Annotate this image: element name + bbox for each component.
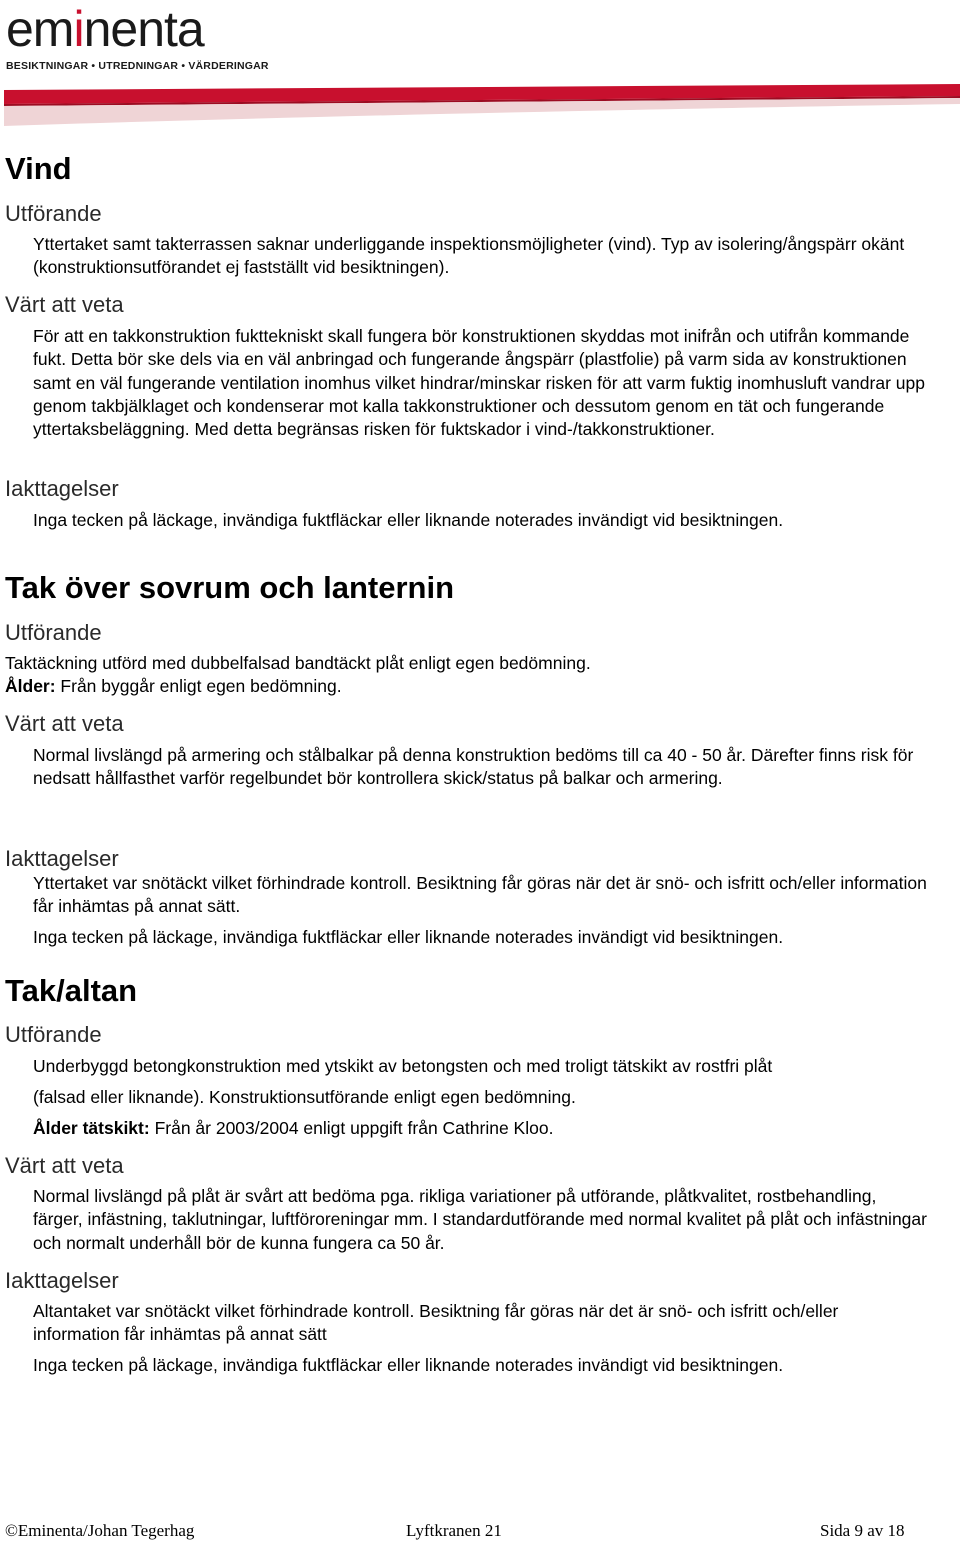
paragraph-alder (5, 675, 905, 698)
paragraph-utforande-1: Underbyggd betongkonstruktion med ytskikt av betongsten och med troligt tätskikt av rostfri plåt (33, 1056, 773, 1076)
page-footer (0, 1521, 960, 1545)
heading-vart-att-veta: Värt att veta (5, 292, 124, 317)
heading-utforande: Utförande (5, 201, 102, 226)
heading-vart-att-veta: Värt att veta (5, 711, 124, 736)
header-banner (4, 82, 960, 128)
paragraph-iakttagelser-2: Inga tecken på läckage, invändiga fuktfläckar eller liknande noterades invändigt vid besiktningen. (33, 1355, 784, 1375)
heading-iakttagelser: Iakttagelser (5, 476, 119, 501)
alder-value: Från år 2003/2004 enligt uppgift från Cathrine Kloo. (149, 1118, 554, 1138)
alder-value: Från byggår enligt egen bedömning. (55, 676, 342, 696)
logo-tagline: BESIKTNINGAR • UTREDNINGAR • VÄRDERINGAR (6, 60, 269, 72)
footer-copyright: ©Eminenta/Johan Tegerhag (5, 1521, 195, 1540)
paragraph-utforande: Yttertaket samt takterrassen saknar underliggande inspektionsmöjligheter (vind). Typ av isolering/ångspärr okänt (konstruktionsutförandet ej fastställt vid besiktningen). (33, 234, 905, 278)
alder-label: Ålder tätskikt: (33, 1118, 150, 1138)
company-logo (6, 1, 269, 72)
heading-vart-att-veta: Värt att veta (5, 1153, 124, 1178)
footer-page-number: Sida 9 av 18 (820, 1521, 905, 1540)
paragraph-utforande: Taktäckning utförd med dubbelfalsad bandtäckt plåt enligt egen bedömning. (5, 653, 591, 673)
paragraph-iakttagelser-2: Inga tecken på läckage, invändiga fuktfläckar eller liknande noterades invändigt vid besiktningen. (33, 927, 784, 947)
section-title-sovrum: Tak över sovrum och lanternin (5, 570, 455, 605)
section-title-vind: Vind (5, 151, 72, 186)
paragraph-vart-att-veta: Normal livslängd på plåt är svårt att bedöma pga. rikliga variationer på utförande, plåtkvalitet, rostbehandling, färger, infästning, taklutningar, luftföroreningar mm. I standardutförande med normal kvalitet på plåt och infästningar och normalt underhåll bör de kunna fungera ca 50 år. (33, 1186, 927, 1253)
paragraph-iakttagelser: Inga tecken på läckage, invändiga fuktfläckar eller liknande noterades invändigt vid besiktningen. (33, 510, 784, 530)
paragraph-utforande-2: (falsad eller liknande). Konstruktionsutförande enligt egen bedömning. (33, 1087, 576, 1107)
footer-property: Lyftkranen 21 (406, 1521, 502, 1540)
paragraph-vart-att-veta: Normal livslängd på armering och stålbalkar på denna konstruktion bedöms till ca 40 - 50 år. Därefter finns risk för nedsatt hållfasthet varför regelbundet bör kontrollera skick/status på balkar och armering. (33, 745, 914, 789)
paragraph-vart-att-veta: För att en takkonstruktion fukttekniskt skall fungera bör konstruktionen skyddas mot inifrån och utifrån kommande fukt. Detta bör ske dels via en väl anbringad och fungerande ångspärr (plastfolie) på varm sida av konstruktionen samt en väl fungerande ventilation inomhus vilket hindrar/minskar risken för att varm fuktig inomhusluft vandrar upp genom takbjälklaget och kondenserar mot kalla takkonstruktioner och dessutom genom en tät och fungerande yttertaksbeläggning. Med detta begränsas risken för fuktskador i vind-/takkonstruktioner. (33, 326, 925, 440)
heading-iakttagelser: Iakttagelser (5, 1268, 119, 1293)
paragraph-iakttagelser-1: Yttertaket var snötäckt vilket förhindrade kontroll. Besiktning får göras när det är snö- och isfritt och/eller information får inhämtas på annat sätt. (33, 873, 927, 917)
alder-label: Ålder: (5, 676, 56, 696)
heading-utforande: Utförande (5, 620, 102, 645)
heading-utforande: Utförande (5, 1022, 102, 1047)
paragraph-alder (33, 1117, 928, 1140)
logo-wordmark: eminenta (6, 1, 204, 57)
heading-iakttagelser: Iakttagelser (5, 846, 119, 871)
section-title-altan: Tak/altan (5, 973, 138, 1008)
paragraph-iakttagelser-1: Altantaket var snötäckt vilket förhindrade kontroll. Besiktning får göras när det är snö- och isfritt och/eller information får inhämtas på annat sätt (33, 1301, 839, 1345)
